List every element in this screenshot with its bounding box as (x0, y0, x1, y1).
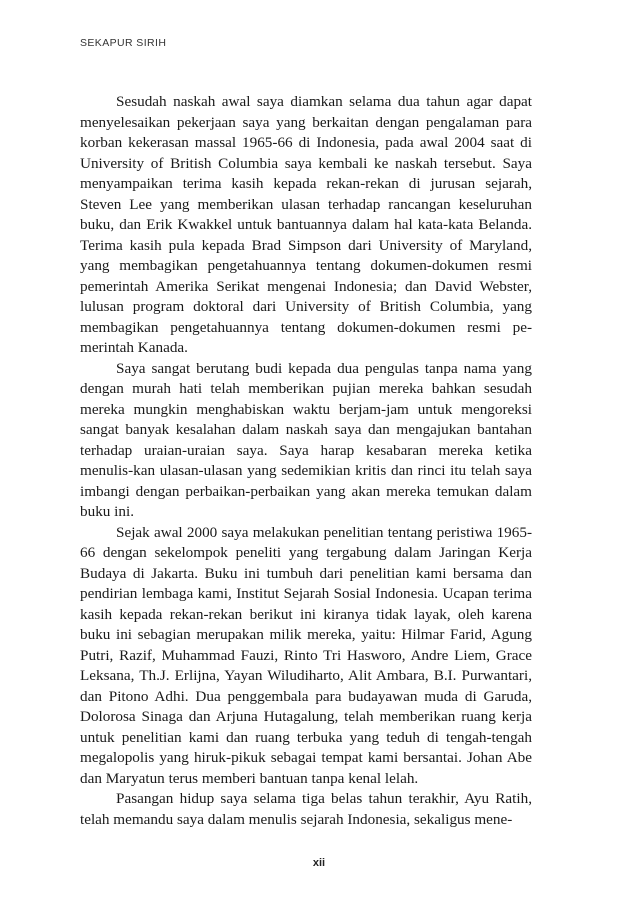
body-text (80, 92, 532, 830)
paragraph-2: Saya sangat berutang budi kepada dua pengulas tanpa nama yang dengan murah hati telah memberikan pujian mereka bahkan sesudah mereka mungkin menghabiskan waktu berjam-jam untuk mengoreksi sangat banyak kesalahan dalam naskah saya dan mengajukan bantahan terhadap uraian-uraian saya. Saya harap kesabaran mereka ketika menulis-kan ulasan-ulasan yang sedemikian kritis dan rinci itu telah saya imbangi dengan perbaikan-perbaikan yang akan mereka temukan dalam buku ini. (80, 359, 532, 520)
paragraph-4: Pasangan hidup saya selama tiga belas tahun terakhir, Ayu Ratih, telah memandu saya dalam menulis sejarah Indonesia, sekaligus mene- (80, 790, 532, 828)
page-number: xii (312, 857, 326, 869)
paragraph-1: Sesudah naskah awal saya diamkan selama dua tahun agar dapat menyelesaikan pekerjaan saya yang berkaitan dengan pengalaman para korban kekerasan massal 1965-66 di Indonesia, pada awal 2004 saat di University of British Columbia saya kembali ke naskah tersebut. Saya menyampaikan terima kasih kepada rekan-rekan di jurusan sejarah, Steven Lee yang memberikan ulasan terhadap rancangan keseluruhan buku, dan Erik Kwakkel untuk bantuannya dalam hal kata-kata Belanda. Terima kasih pula kepada Brad Simpson dari University of Maryland, yang membagikan pengetahuannya tentang dokumen-dokumen resmi pemerintah Amerika Serikat mengenai Indonesia; dan David Webster, lulusan program doktoral dari University of British Columbia, yang membagikan pengetahuannya tentang dokumen-dokumen resmi pe-merintah Kanada. (80, 93, 532, 356)
running-header: SEKAPUR SIRIH (80, 37, 167, 49)
paragraph-3: Sejak awal 2000 saya melakukan penelitian tentang peristiwa 1965-66 dengan sekelompok peneliti yang tergabung dalam Jaringan Kerja Budaya di Jakarta. Buku ini tumbuh dari penelitian kami bersama dan pendirian lembaga kami, Institut Sejarah Sosial Indonesia. Ucapan terima kasih kepada rekan-rekan berikut ini kiranya tidak layak, oleh karena buku ini sebagian merupakan milik mereka, yaitu: Hilmar Farid, Agung Putri, Razif, Muhammad Fauzi, Rinto Tri Hasworo, Andre Liem, Grace Leksana, Th.J. Erlijna, Yayan Wiludiharto, Alit Ambara, B.I. Purwantari, dan Pitono Adhi. Dua penggembala para budayawan muda di Garuda, Dolorosa Sinaga dan Arjuna Hutagalung, telah memberikan ruang kerja untuk penelitian kami dan ruang terbuka yang teduh di tengah-tengah megalopolis yang hiruk-pikuk sebagai tempat kami bersantai. Johan Abe dan Maryatun terus memberi bantuan tanpa kenal lelah. (80, 523, 532, 787)
